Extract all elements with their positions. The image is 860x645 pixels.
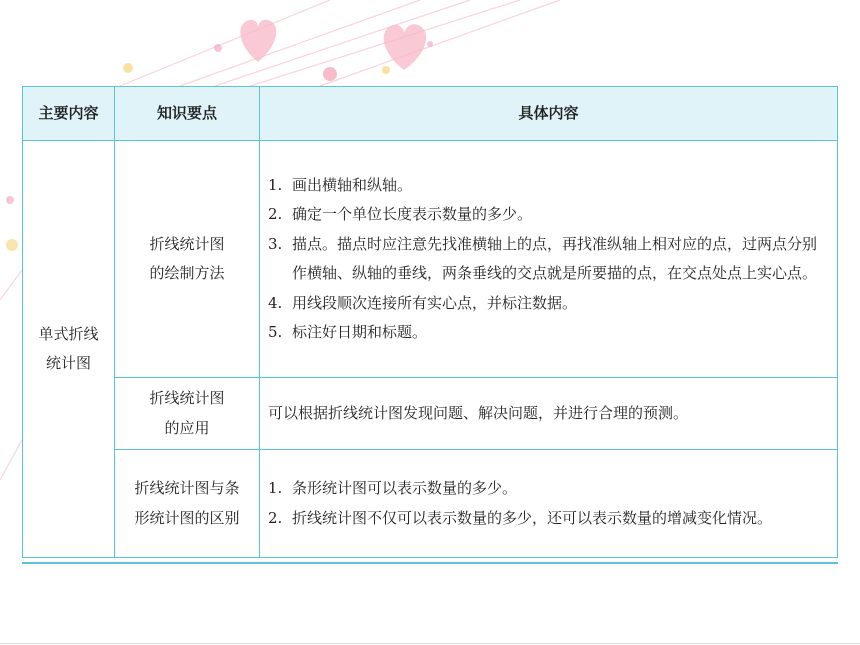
list-item: [268, 289, 829, 319]
point-label-line: 的应用: [164, 418, 210, 437]
dot-icon: [6, 239, 18, 251]
point-cell-application: [115, 378, 260, 450]
list-item-text: 用线段顺次连接所有实心点，并标注数据。: [292, 293, 578, 312]
summary-table: [22, 86, 838, 558]
table-header-row: [23, 87, 838, 141]
dot-icon: [427, 41, 433, 47]
header-main-content: 主要内容: [23, 87, 115, 141]
header-specific-content: 具体内容: [260, 87, 838, 141]
table-row: [23, 450, 838, 558]
content-cell-difference: [260, 450, 838, 558]
table-row: [23, 378, 838, 450]
dot-icon: [382, 66, 390, 74]
main-topic-line: 单式折线: [38, 324, 99, 343]
list-item: [268, 230, 829, 289]
point-label-line: 折线统计图与条: [134, 479, 240, 497]
application-text: 可以根据折线统计图发现问题、解决问题，并进行合理的预测。: [268, 403, 689, 422]
table-bottom-rule: [22, 562, 838, 564]
list-item-text: 描点。描点时应注意先找准横轴上的点，再找准纵轴上相对应的点，过两点分别作横轴、纵轴的垂线，两条垂线的交点就是所要描的点，在交点处点上实心点。: [292, 234, 818, 282]
point-label-line: 形统计图的区别: [134, 508, 240, 527]
page-bottom-rule: [0, 643, 860, 644]
list-item-number: 2.: [268, 205, 283, 223]
heart-icon: [384, 24, 426, 70]
list-item: [268, 474, 829, 504]
list-item: [268, 504, 829, 534]
dot-icon: [123, 63, 133, 73]
list-item: [268, 318, 829, 348]
table-row: [23, 141, 838, 378]
main-topic-cell: [23, 141, 115, 558]
point-label-line: 的绘制方法: [149, 264, 225, 282]
list-item-text: 画出横轴和纵轴。: [292, 175, 413, 194]
content-cell-application: [260, 378, 838, 450]
difference-list: [268, 474, 829, 533]
point-label-line: 折线统计图: [149, 234, 225, 253]
list-item-number: 2.: [268, 508, 283, 527]
content-cell-drawing-method: [260, 141, 838, 378]
list-item-number: 4.: [268, 293, 283, 312]
list-item-number: 5.: [268, 323, 283, 341]
main-topic-line: 统计图: [45, 354, 91, 372]
list-item-text: 折线统计图不仅可以表示数量的多少，还可以表示数量的增减变化情况。: [292, 508, 773, 527]
header-knowledge-points: 知识要点: [115, 87, 260, 141]
heart-icon: [240, 20, 276, 62]
list-item-number: 1.: [268, 479, 283, 497]
list-item-number: 1.: [268, 175, 283, 194]
point-label-line: 折线统计图: [149, 389, 225, 407]
dot-icon: [6, 196, 14, 204]
dot-icon: [214, 44, 222, 52]
list-item: [268, 200, 829, 230]
dot-icon: [323, 67, 337, 81]
steps-list: [268, 171, 829, 348]
list-item-text: 条形统计图可以表示数量的多少。: [292, 479, 518, 497]
list-item-text: 确定一个单位长度表示数量的多少。: [292, 205, 533, 223]
point-cell-drawing-method: [115, 141, 260, 378]
list-item: [268, 171, 829, 201]
list-item-number: 3.: [268, 234, 283, 253]
list-item-text: 标注好日期和标题。: [292, 323, 428, 341]
point-cell-difference: [115, 450, 260, 558]
